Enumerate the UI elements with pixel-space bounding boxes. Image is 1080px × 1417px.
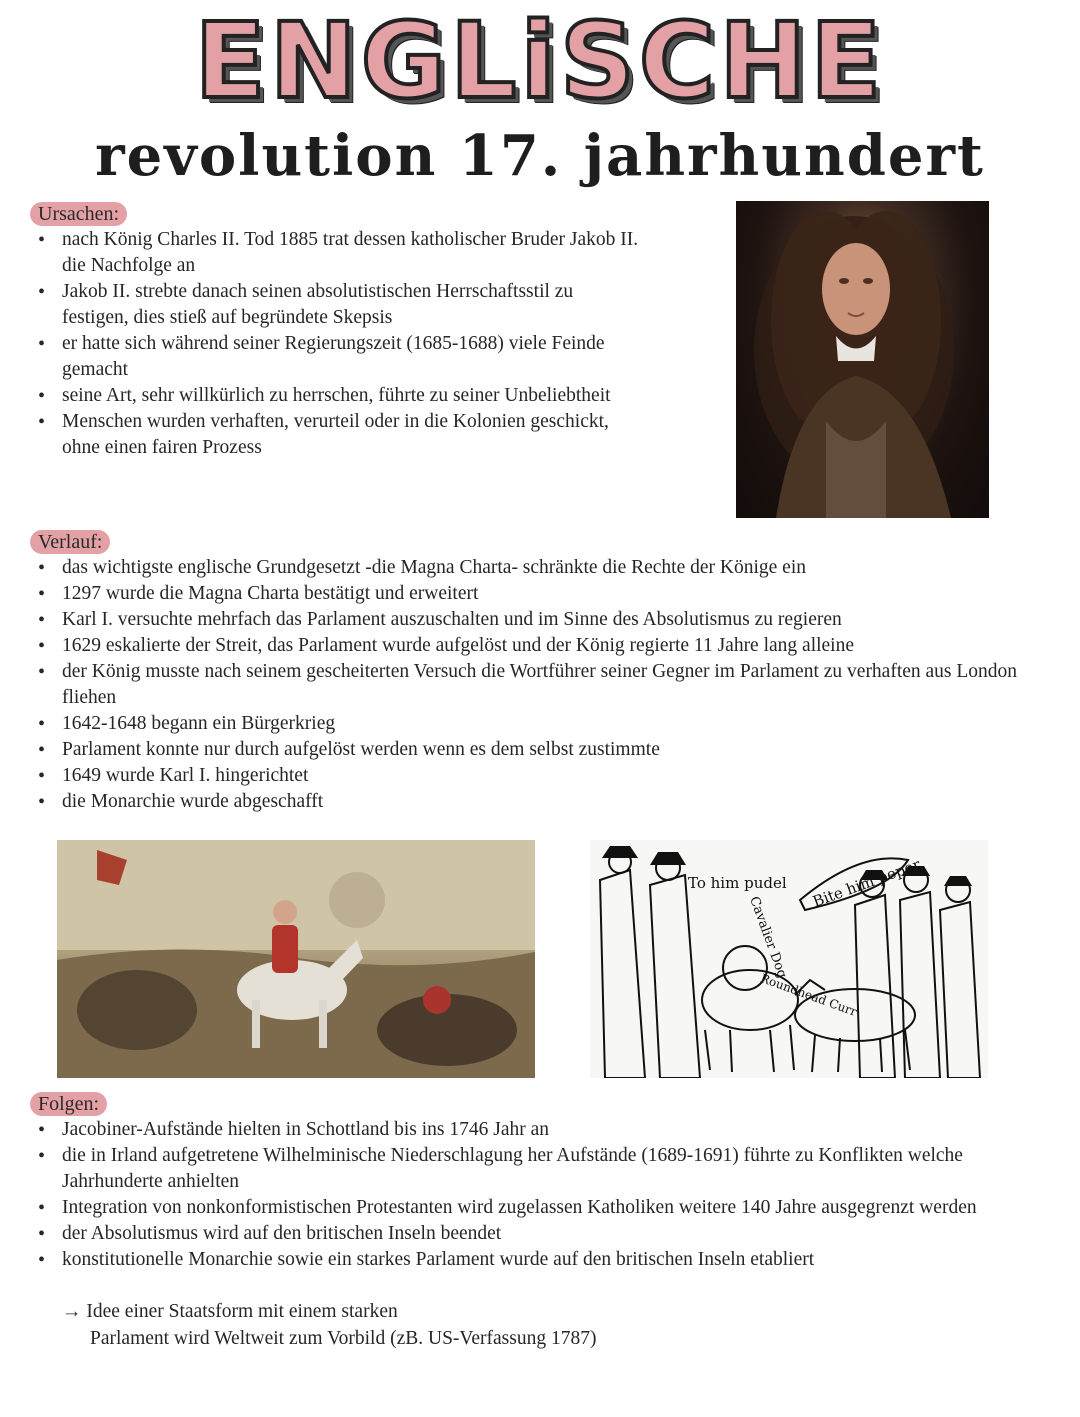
list-item: • 1649 wurde Karl I. hingerichtet xyxy=(32,763,1032,789)
folgen-arrow-line-1: → Idee einer Staatsform mit einem starken xyxy=(62,1301,398,1322)
list-item: • konstitutionelle Monarchie sowie ein starkes Parlament wurde auf den britischen Inseln etabliert xyxy=(32,1247,1032,1273)
list-item: • die Monarchie wurde abgeschafft xyxy=(32,789,1032,815)
list-item: • der König musste nach seinem gescheiterten Versuch die Wortführer seiner Gegner im Parlament zu verhaften aus London fliehen xyxy=(32,659,1032,711)
satirical-woodcut-image xyxy=(590,840,988,1078)
folgen-arrow-line-2: Parlament wird Weltweit zum Vorbild (zB. US-Verfassung 1787) xyxy=(90,1328,597,1349)
section-label-verlauf: Verlauf: xyxy=(30,530,110,554)
battle-painting-image xyxy=(57,840,535,1078)
list-item: • der Absolutismus wird auf den britischen Inseln beendet xyxy=(32,1221,1032,1247)
list-item: • Jacobiner-Aufstände hielten in Schottland bis ins 1746 Jahr an xyxy=(32,1117,1032,1143)
woodcut-caption-4: Roundhead Curr xyxy=(758,971,859,1019)
woodcut-caption-2: Bite him peper xyxy=(810,855,923,911)
list-item: • 1642-1648 begann ein Bürgerkrieg xyxy=(32,711,1032,737)
portrait-illustration xyxy=(736,201,989,518)
section-label-ursachen: Ursachen: xyxy=(30,202,127,226)
list-item: • Karl I. versuchte mehrfach das Parlament auszuschalten und im Sinne des Absolutismus zu regieren xyxy=(32,607,1032,633)
list-item: • 1297 wurde die Magna Charta bestätigt und erweitert xyxy=(32,581,1032,607)
portrait-image xyxy=(736,201,989,518)
verlauf-list xyxy=(32,555,1032,815)
page-subtitle: revolution 17. jahrhundert xyxy=(95,123,985,189)
section-label-folgen: Folgen: xyxy=(30,1092,107,1116)
ursachen-list xyxy=(32,227,642,461)
list-item: • 1629 eskalierte der Streit, das Parlament wurde aufgelöst und der König regierte 11 Jahre lang alleine xyxy=(32,633,1032,659)
folgen-list xyxy=(32,1117,1032,1273)
list-item: • seine Art, sehr willkürlich zu herrschen, führte zu seiner Unbeliebtheit xyxy=(32,383,642,409)
list-item: • die in Irland aufgetretene Wilhelminische Niederschlagung her Aufstände (1689-1691) führte zu Konflikten welche Jahrhunderte anhielten xyxy=(32,1143,1032,1195)
list-item: • Jakob II. strebte danach seinen absolutistischen Herrschaftsstil zu festigen, dies stieß auf begründete Skepsis xyxy=(32,279,642,331)
woodcut-illustration xyxy=(590,840,988,1078)
woodcut-caption-3: Cavalier Dog xyxy=(746,894,790,981)
battle-illustration xyxy=(57,840,535,1078)
list-item: • Parlament konnte nur durch aufgelöst werden wenn es dem selbst zustimmte xyxy=(32,737,1032,763)
list-item: • er hatte sich während seiner Regierungszeit (1685-1688) viele Feinde gemacht xyxy=(32,331,642,383)
list-item: • nach König Charles II. Tod 1885 trat dessen katholischer Bruder Jakob II. die Nachfolge an xyxy=(32,227,642,279)
page-title: ENGLiSCHE xyxy=(194,0,886,122)
list-item: • Integration von nonkonformistischen Protestanten wird zugelassen Katholiken weitere 140 Jahre ausgegrenzt werden xyxy=(32,1195,1032,1221)
woodcut-caption-1: To him pudel xyxy=(688,874,787,892)
list-item: • das wichtigste englische Grundgesetzt -die Magna Charta- schränkte die Rechte der Könige ein xyxy=(32,555,1032,581)
list-item: • Menschen wurden verhaften, verurteil oder in die Kolonien geschickt, ohne einen fairen Prozess xyxy=(32,409,642,461)
